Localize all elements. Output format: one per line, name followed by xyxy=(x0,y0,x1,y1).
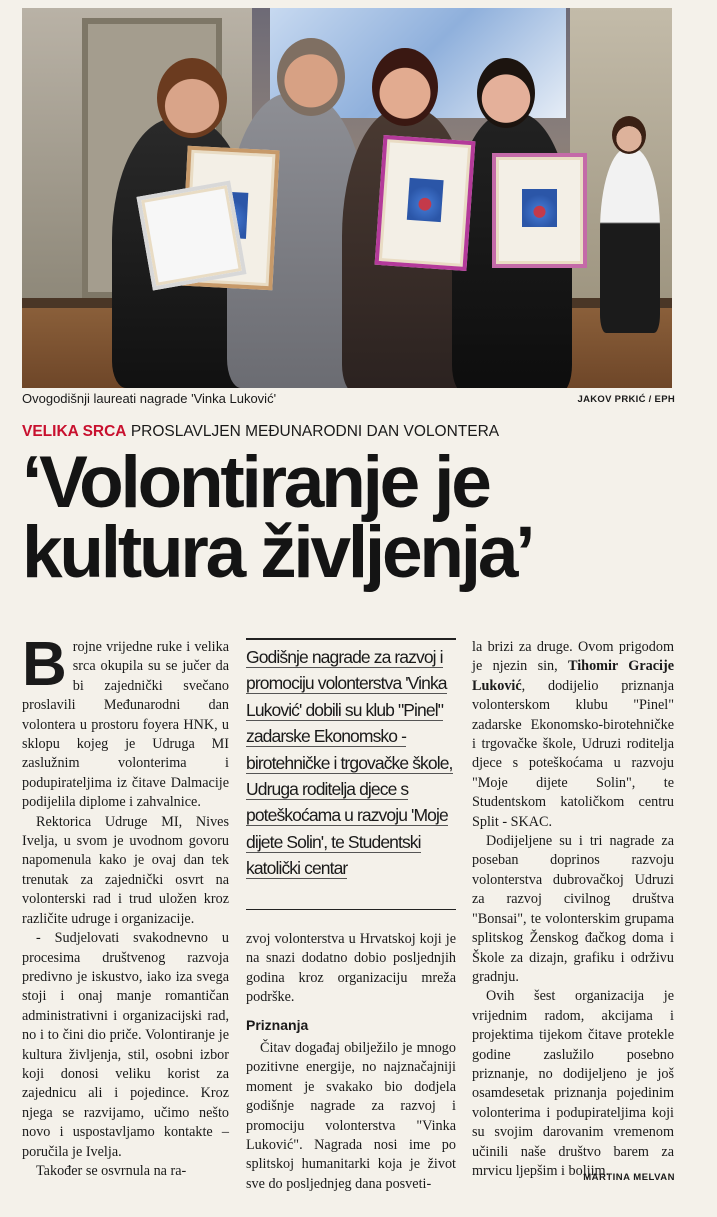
headline xyxy=(22,442,702,593)
paragraph: la brizi za druge. Ovom prigodom je njezin sin, Tihomir Gracije Luković, dodijelio priznanja volonterskom klubu "Pinel" zadarske Ekonomsko-birotehničke i trgovačke škole, Udruzi roditelja djece s poteškoćama u razvoju "Moje dijete Solin", te Studentskom katoličkom centru Split - SKAC. xyxy=(472,639,674,830)
headline-line-2: kultura življenja’ xyxy=(22,512,533,593)
photo-caption: Ovogodišnji laureati nagrade 'Vinka Luković' xyxy=(22,391,277,406)
person-name: Tihomir Gracije Luković xyxy=(472,658,674,694)
paragraph: - Sudjelovati svakodnevno u procesima društvenog razvoja predivno je iskustvo, iako iza svega stoji i onaj manje romantičan administrativni i organizacijski rad, no i to čini dio priče. Volontiranje je kultura življenja, stil, osobni izbor koji donosi veliku korist za zajednicu ali i pojedince. Kroz njega se razvijamo, učimo nešto novo i uspostavljamo kontakte – poručila je Ivelja. xyxy=(22,930,229,1160)
kicker-label: VELIKA SRCA xyxy=(22,423,127,440)
pull-quote-text: Godišnje nagrade za razvoj i promociju volonterstva 'Vinka Luković' dobili su klub "Pinel" zadarske Ekonomsko - birotehničke i trgovačke škole, Udruga roditelja djece s poteškoćama u razvoju 'Moje dijete Solin', te Studentski katolički centar xyxy=(246,647,453,879)
article-photo xyxy=(22,8,672,388)
column-1 xyxy=(22,630,229,1181)
headline-line-1: ‘Volontiranje je xyxy=(22,442,489,523)
paragraph: Dodijeljene su i tri nagrade za poseban doprinos razvoju volonterstva dubrovačkoj Udruzi za razvoj civilnog društva "Bonsai", te volonterskim grupama splitskog Ženskog đačkog doma i Škole za dizajn, grafiku i održivu gradnju. xyxy=(472,833,674,985)
paragraph: Također se osvrnula na ra- xyxy=(36,1162,187,1179)
column-2 xyxy=(246,930,456,1194)
paragraph: Brojne vrijedne ruke i velika srca okupila su se jučer da bi zajednički svečano proslavili Međunarodni dan volontera u prostoru foyera HNK, u sklopu kojeg je Udruga MI zaslužnim volonterima i podupirateljima iz čitave Dalmacije podijelila diplome i zahvalnice. xyxy=(22,630,229,811)
paragraph: zvoj volonterstva u Hrvatskoj koji je na snazi dodatno dobio posljednjih godina kroz organizaciju mreža podrške. xyxy=(246,931,456,1006)
subheading: Priznanja xyxy=(246,1016,309,1033)
kicker xyxy=(22,423,499,441)
byline: MARTINA MELVAN xyxy=(583,1172,675,1183)
pull-quote xyxy=(246,638,456,910)
photo-credit: JAKOV PRKIĆ / EPH xyxy=(577,394,675,405)
drop-cap: B xyxy=(22,630,67,699)
paragraph: Ovih šest organizacija je vrijednim radom, akcijama i projektima tijekom čitave protekle godine zaslužilo posebno priznanje, no dodijeljeno je još osamdesetak priznanja pojedinim volonterima i podupirateljima koji su svojim darovanim vremenom učinili naše društvo barem za mrvicu ljepšim i boljim. xyxy=(472,988,674,1179)
paragraph: Čitav događaj obilježilo je mnogo pozitivne energije, no najznačajniji moment je svakako bio dodjela godišnje nagrade za razvoj i promociju volonterstva "Vinka Luković". Nagrada nosi ime po splitskoj humanitarki koja je život sve do posljednjeg dana posveti- xyxy=(246,1040,456,1192)
paragraph: Rektorica Udruge MI, Nives Ivelja, u svom je uvodnom govoru napomenula kako je ovaj dan tek trenutak za zajednički osvrt na volonterski rad i trud uložen kroz različite udruge i organizacije. xyxy=(22,813,229,927)
column-3 xyxy=(472,638,674,1181)
kicker-text: PROSLAVLJEN MEĐUNARODNI DAN VOLONTERA xyxy=(130,423,500,440)
